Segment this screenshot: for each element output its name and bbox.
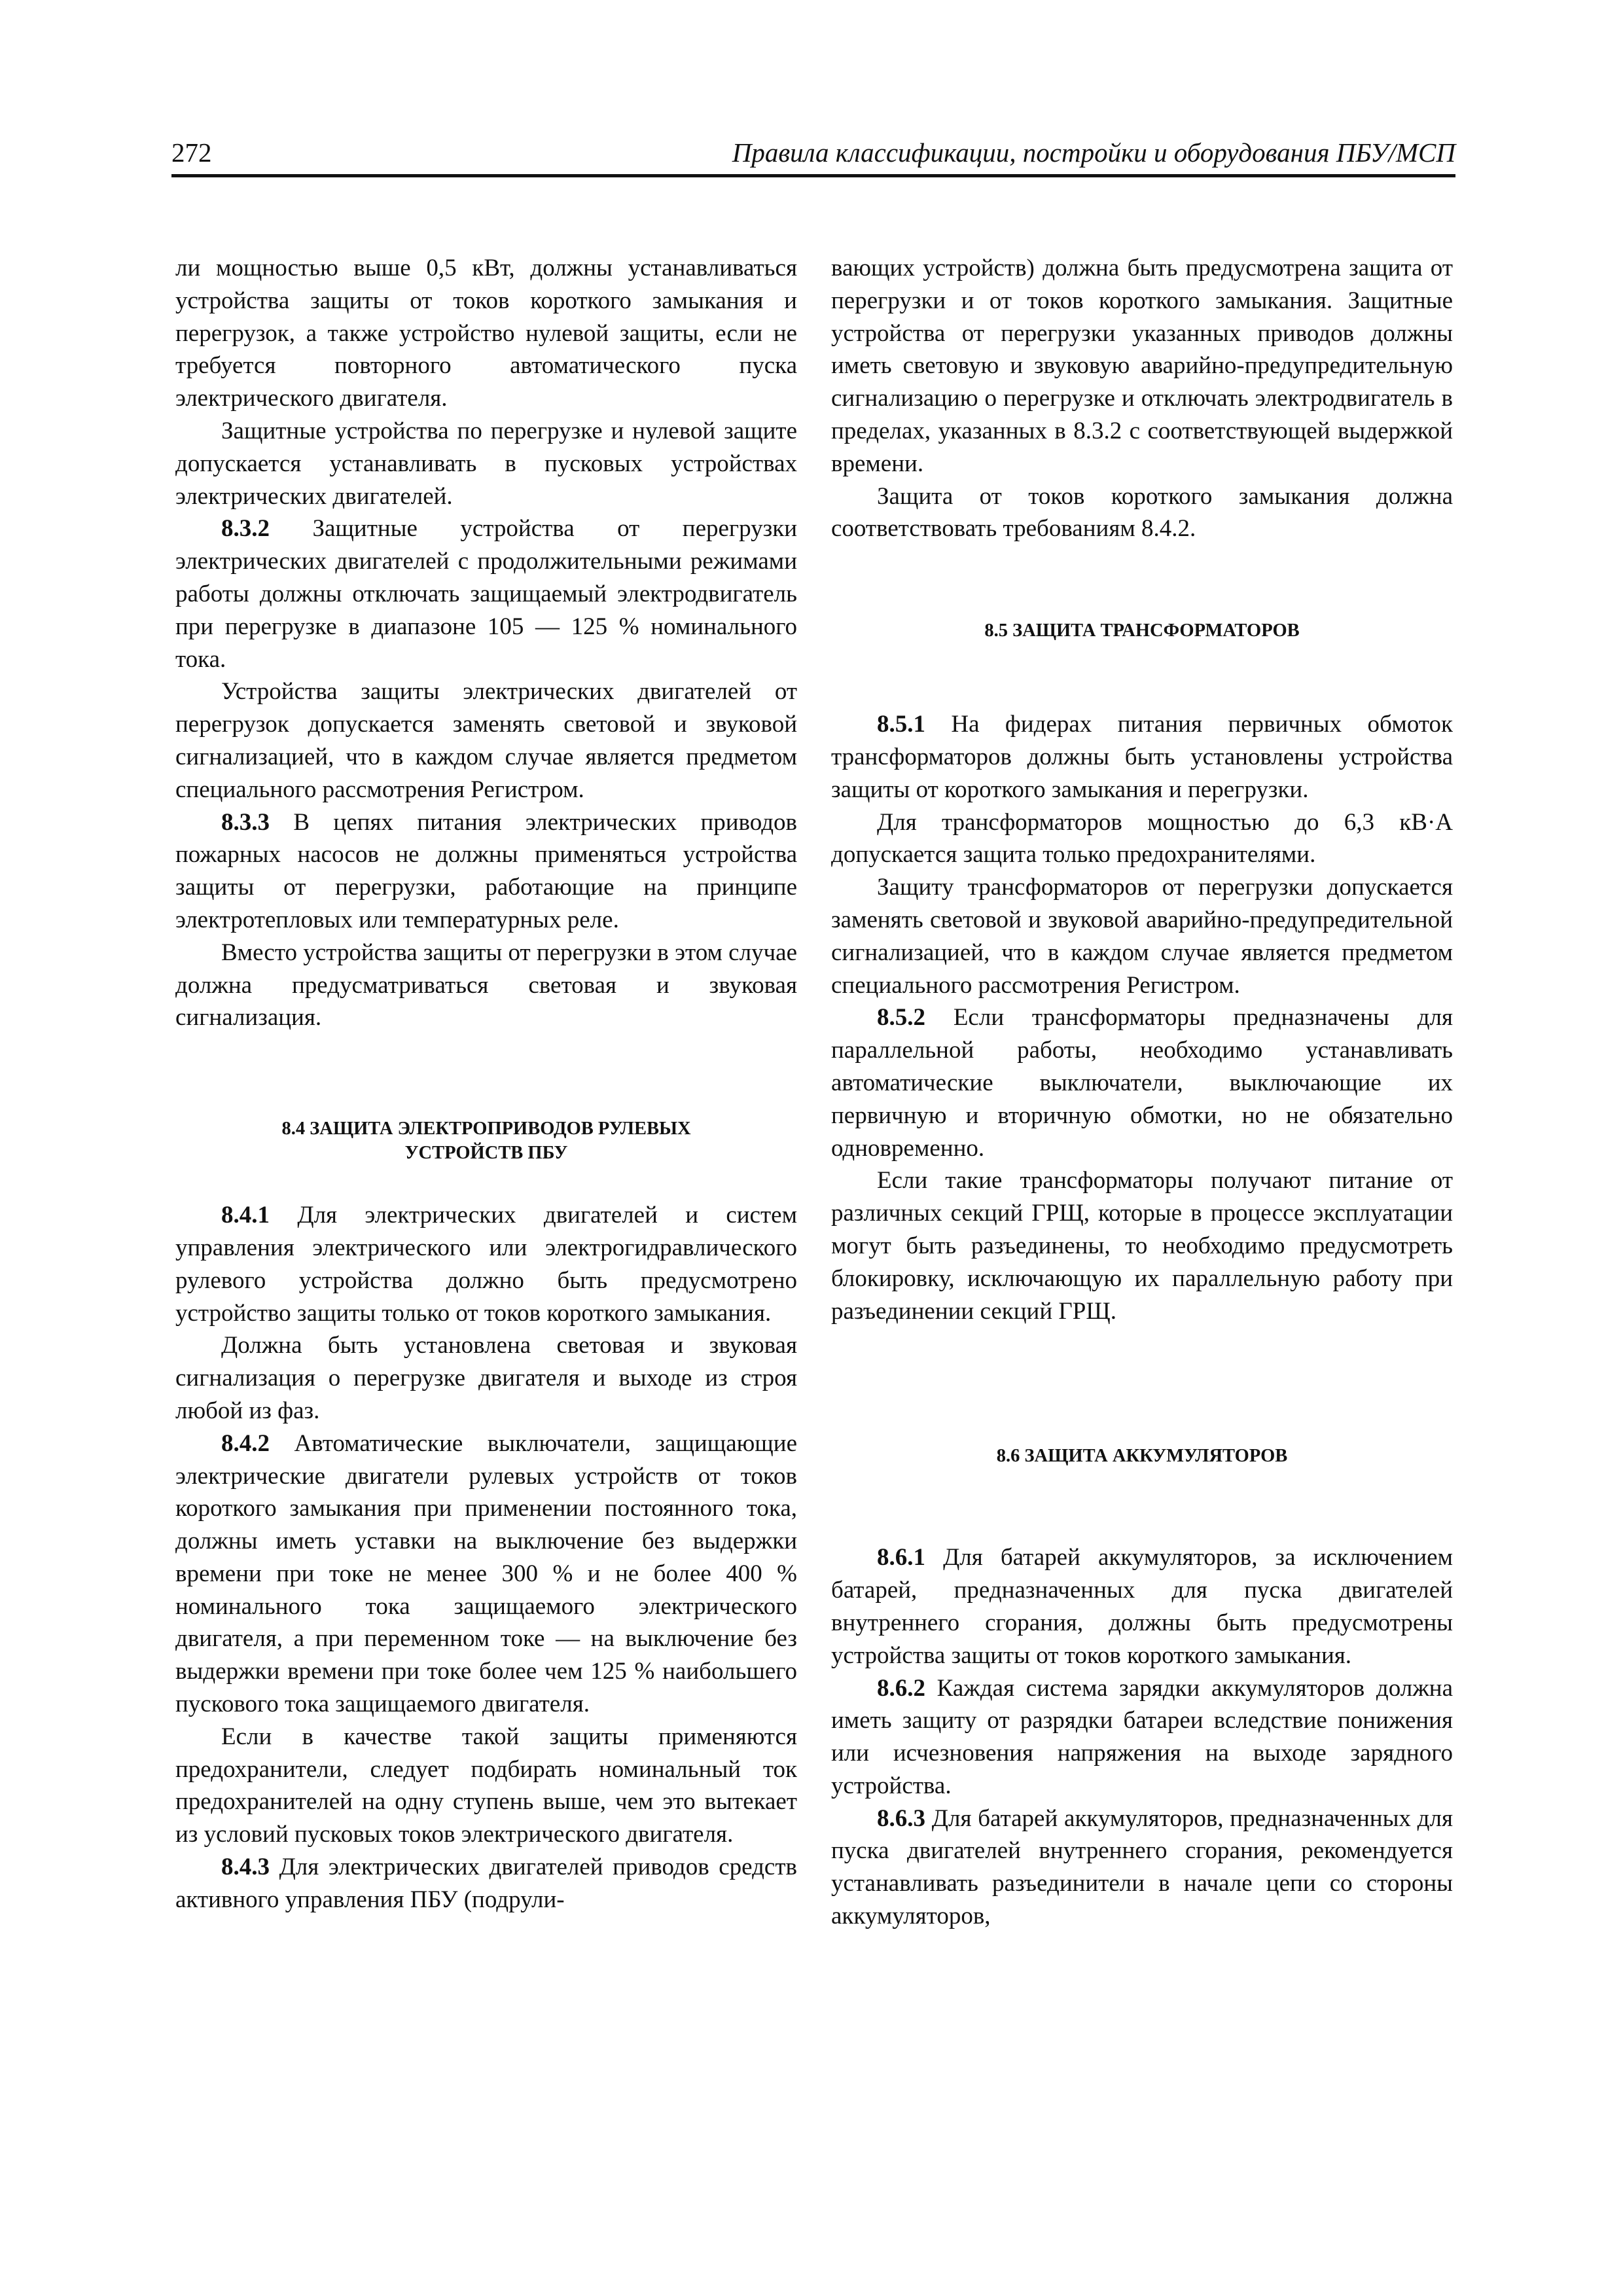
clause-8-6-3: 8.6.3 Для батарей аккумуляторов, предназначенных для пуска двигателей внутреннего сгорания, рекомендуется устанавливать разъединители в начале цепи со стороны аккумуляторов, — [831, 1804, 1453, 1930]
section-heading-8-6: 8.6 ЗАЩИТА АККУМУЛЯТОРОВ — [996, 1446, 1288, 1467]
clause-number: 8.3.2 — [221, 515, 270, 543]
clause-number: 8.6.1 — [877, 1544, 925, 1571]
left-column — [175, 252, 797, 1916]
clause-number: 8.5.1 — [877, 711, 925, 738]
clause-8-5-2: 8.5.2 Если трансформаторы предназначены для параллельной работы, необходимо устанавливать автоматические выключатели, выключающие их первичную и вторичную обмотки, но не обязательно одновременно. — [831, 1004, 1454, 1162]
paragraph: вающих устройств) должна быть предусмотрена защита от перегрузки и от токов короткого замыкания. Защитные устройства от перегрузки указанных приводов должны иметь световую и звуковую аварийно-предупредительную сигнализацию о перегрузке и отключать электродвигатель в пределах, указанных в 8.3.2 с соответствующей выдержкой времени. — [831, 255, 1453, 477]
paragraph: Если в качестве такой защиты применяются предохранители, следует подбирать номинальный ток предохранителей на одну ступень выше, чем это вытекает из условий пусковых токов электрического двигателя. — [175, 1723, 797, 1848]
section-heading-line: УСТРОЙСТВ ПБУ — [404, 1143, 568, 1164]
header-rule — [171, 174, 1455, 177]
clause-8-6-2: 8.6.2 Каждая система зарядки аккумуляторов должна иметь защиту от разрядки батареи вследствие понижения или исчезновения напряжения на выходе зарядного устройства. — [831, 1674, 1453, 1799]
clause-number: 8.4.2 — [221, 1429, 270, 1457]
clause-8-4-3: 8.4.3 Для электрических двигателей приводов средств активного управления ПБУ (подрули- — [175, 1854, 797, 1913]
paragraph: Защита от токов короткого замыкания должна соответствовать требованиям 8.4.2. — [831, 482, 1453, 543]
paragraph: Должна быть установлена световая и звуковая сигнализация о перегрузке двигателя и выходе из строя любой из фаз. — [175, 1332, 797, 1424]
clause-number: 8.3.3 — [221, 808, 270, 836]
clause-number: 8.4.3 — [221, 1854, 270, 1881]
clause-8-6-1: 8.6.1 Для батарей аккумуляторов, за исключением батарей, предназначенных для пуска двигателей внутреннего сгорания, должны быть предусмотрены устройства защиты от токов короткого замыкания. — [831, 1544, 1454, 1669]
paragraph: Защитные устройства по перегрузке и нулевой защите допускается устанавливать в пусковых устройствах электрических двигателей. — [175, 417, 797, 510]
clause-8-5-1: 8.5.1 На фидерах питания первичных обмоток трансформаторов должны быть установлены устройства защиты от короткого замыкания и перегрузки. — [831, 711, 1454, 803]
page-number: 272 — [171, 137, 212, 168]
section-heading-8-4 — [175, 1117, 797, 1165]
clause-8-3-2: 8.3.2 Защитные устройства от перегрузки электрических двигателей с продолжительными режимами работы должны отключать защищаемый электродвигатель при перегрузке в диапазоне 105 — 125 % номинального тока. — [175, 515, 797, 673]
paragraph: Защиту трансформаторов от перегрузки допускается заменять световой и звуковой аварийно-предупредительной сигнализацией, что в каждом случае является предметом специального рассмотрения Регистром. — [831, 874, 1453, 999]
paragraph: Если такие трансформаторы получают питание от различных секций ГРЩ, которые в процессе эксплуатации могут быть разъединены, то необходимо предусмотреть блокировку, исключающую их параллельную работу при разъединении секций ГРЩ. — [831, 1167, 1453, 1325]
paragraph: Устройства защиты электрических двигателей от перегрузок допускается заменять световой и звуковой сигнализацией, что в каждом случае является предметом специального рассмотрения Регистром. — [175, 678, 797, 803]
clause-number: 8.6.2 — [877, 1674, 925, 1702]
clause-8-4-1: 8.4.1 Для электрических двигателей и систем управления электрического или электрогидравлического рулевого устройства должно быть предусмотрено устройство защиты только от токов короткого замыкания. — [175, 1202, 797, 1327]
running-title: Правила классификации, постройки и оборудования ПБУ/МСП — [732, 137, 1455, 168]
clause-8-4-2: 8.4.2 Автоматические выключатели, защищающие электрические двигатели рулевых устройств от токов короткого замыкания при применении постоянного тока, должны иметь уставки на выключение без выдержки времени при токе не менее 300 % и не более 400 % номинального тока защищаемого электрического двигателя, а при переменном токе — на выключение без выдержки времени при токе более чем 125 % наибольшего пускового тока защищаемого двигателя. — [175, 1429, 797, 1718]
paragraph: Вместо устройства защиты от перегрузки в этом случае должна предусматриваться световая и звуковая сигнализация. — [175, 939, 797, 1031]
paragraph: ли мощностью выше 0,5 кВт, должны устанавливаться устройства защиты от токов короткого замыкания и перегрузок, а также устройство нулевой защиты, если не требуется повторного автоматического пуска электрического двигателя. — [175, 255, 797, 412]
clause-number: 8.5.2 — [877, 1004, 925, 1031]
paragraph: Для трансформаторов мощностью до 6,3 кВ·А допускается защита только предохранителями. — [831, 808, 1453, 869]
clause-number: 8.6.3 — [877, 1804, 925, 1832]
section-heading-line: 8.4 ЗАЩИТА ЭЛЕКТРОПРИВОДОВ РУЛЕВЫХ — [281, 1119, 691, 1139]
section-heading-8-5: 8.5 ЗАЩИТА ТРАНСФОРМАТОРОВ — [984, 620, 1300, 641]
right-column — [831, 252, 1453, 1933]
clause-number: 8.4.1 — [221, 1202, 270, 1229]
clause-8-3-3: 8.3.3 В цепях питания электрических приводов пожарных насосов не должны применяться устройства защиты от перегрузки, работающие на принципе электротепловых или температурных реле. — [175, 808, 797, 933]
